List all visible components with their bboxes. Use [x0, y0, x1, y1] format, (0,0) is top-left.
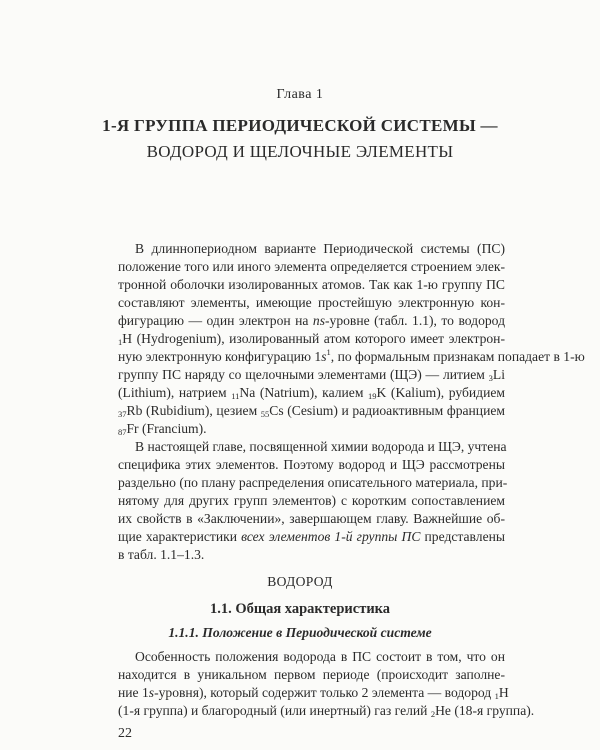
paragraph-2-line-2: специфика этих элементов. Поэтому водород и ЩЭ рассмотрены: [118, 457, 505, 472]
subsubsection-heading: 1.1.1. Положение в Периодической системе: [168, 625, 432, 640]
page-number: 22: [118, 726, 132, 741]
paragraph-1-line-11: $_{87}$Fr (Francium).: [118, 421, 207, 437]
chapter-label: Глава 1: [276, 87, 324, 102]
paragraph-1-line-10: $_{37}$Rb (Rubidium), цезием $_{55}$Cs (Cesium) и радиоактивным францием: [118, 403, 505, 419]
section-heading: ВОДОРОД: [267, 574, 333, 589]
paragraph-1-line-7: ную электронную конфигурацию $1s^1$, по формальным признакам попадает в 1-ю: [118, 347, 585, 364]
chapter-subtitle: [0, 142, 600, 162]
paragraph-3-line-1: Особенность положения водорода в ПС состоит в том, что он: [135, 649, 505, 664]
paragraph-1-line-4: составляют элементы, имеющие простейшую электронную кон-: [118, 295, 505, 310]
paragraph-3-line-4: (1-я группа) и благородный (или инертный) газ гелий $_2$He (18-я группа).: [118, 703, 535, 719]
paragraph-2-line-1: В настоящей главе, посвященной химии водорода и ЩЭ, учтена: [135, 439, 507, 454]
chapter-subtitle-text: ВОДОРОД И ЩЕЛОЧНЫЕ ЭЛЕМЕНТЫ: [146, 142, 454, 161]
paragraph-3-line-3: ние 1s-уровня), который содержит только 2 элемента — водород $_1$H: [118, 685, 509, 701]
paragraph-1-line-8: группу ПС наряду со щелочными элементами (ЩЭ) — литием $_3$Li: [118, 367, 505, 383]
subsection-heading: 1.1. Общая характеристика: [209, 601, 391, 617]
paragraph-1-line-5: фигурацию — один электрон на ns-уровне (табл. 1.1), то водород: [118, 313, 506, 328]
paragraph-1-line-3: тронной оболочки изолированных атомов. Так как 1-ю группу ПС: [118, 277, 505, 292]
chapter-title: [0, 116, 600, 136]
paragraph-3-line-2: находится в уникальном первом периоде (происходит заполне-: [118, 667, 505, 682]
paragraph-2-line-6: щие характеристики всех элементов 1-й группы ПС представлены: [118, 529, 506, 544]
paragraph-1-line-1: В длиннопериодном варианте Периодической системы (ПС): [135, 241, 505, 256]
paragraph-2-line-5: их свойств в «Заключении», завершающем главу. Важнейшие об-: [118, 511, 505, 526]
paragraph-2-line-3: раздельно (по плану распределения описательного материала, при-: [118, 475, 508, 490]
chapter-title-text: 1-Я ГРУППА ПЕРИОДИЧЕСКОЙ СИСТЕМЫ —: [102, 116, 498, 135]
paragraph-2-line-4: нятому для других групп элементов) с коротким сопоставлением: [118, 493, 505, 508]
paragraph-1-line-6: $_1$H (Hydrogenium), изолированный атом которого имеет электрон-: [118, 331, 505, 347]
paragraph-1-line-2: положение того или иного элемента определяется строением элек-: [118, 259, 505, 274]
paragraph-1-line-9: (Lithium), натрием $_{11}$Na (Natrium), калием $_{19}$K (Kalium), рубидием: [118, 385, 505, 401]
paragraph-2-line-7: в табл. 1.1–1.3.: [118, 547, 205, 562]
